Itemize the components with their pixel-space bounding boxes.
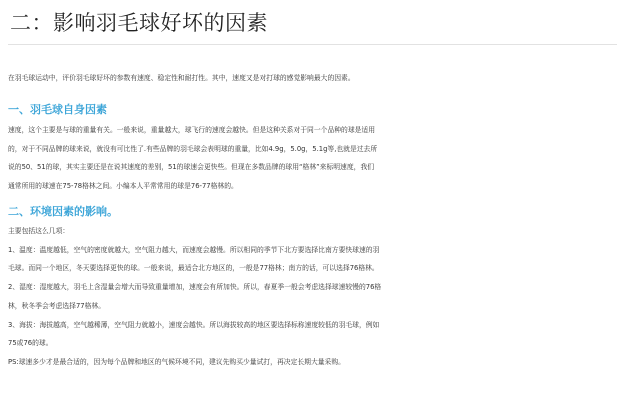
section-heading-environment: 二、环境因素的影响。 (8, 205, 118, 218)
intro-text: 在羽毛球运动中，评价羽毛球好坏的参数有速度、稳定性和耐打性。其中，速度又是对打球的感觉影响最大的因素。 (8, 74, 355, 82)
page-title: 二：影响羽毛球好坏的因素 (10, 11, 268, 35)
section-heading-own-factors: 一、羽毛球自身因素 (8, 103, 107, 116)
text-line: 说的50、51的球，其实主要还是在说其速度的差别，51的球速会更快些。但现在多数品牌的球用“格林”来标明速度，我们 (8, 163, 375, 172)
section-body-environment (8, 222, 613, 372)
title-divider (8, 44, 617, 45)
intro-paragraph (8, 69, 613, 88)
text-line: 2、湿度：湿度越大，羽毛上含湿量会增大而导致重量增加，速度会有所加快。所以，春夏季一般会考虑选择球速较慢的76格 (8, 283, 382, 292)
text-line: 75或76的球。 (8, 339, 53, 348)
text-line: PS:球速多少才是最合适的，因为每个品牌和地区的气候环境不同，建议先购买少量试打，再决定长期大量采购。 (8, 357, 345, 366)
text-line: 的，对于不同品牌的球来说，就没有可比性了.有些品牌的羽毛球会表明球的重量，比如4.9g，5.0g，5.1g等,也就是过去所 (8, 144, 378, 153)
text-line: 林，秋冬季会考虑选择77格林。 (8, 301, 106, 310)
text-line: 通常所用的球速在75-78格林之间。小编本人平常常用的球是76-77格林的。 (8, 182, 238, 191)
text-line: 毛球。而同一个地区，冬天要选择更快的球。一般来说，最适合北方地区的，一般是77格林；南方的话，可以选择76格林。 (8, 264, 379, 273)
text-line: 主要包括这么几项： (8, 227, 70, 235)
text-line: 3、海拔：海拔越高，空气越稀薄，空气阻力就越小，速度会越快。所以海拔较高的地区要选择标称速度较低的羽毛球，例如 (8, 320, 380, 329)
text-line: 1、温度：温度越低，空气的密度就越大，空气阻力越大，而速度会越慢。所以相同的季节下北方要选择比南方要快球速的羽 (8, 245, 380, 254)
section-body-own-factors (8, 121, 613, 196)
text-line: 速度，这个主要是与球的重量有关。一般来说，重量越大，球飞行的速度会越快。但是这种关系对于同一个品种的球是适用 (8, 126, 376, 134)
